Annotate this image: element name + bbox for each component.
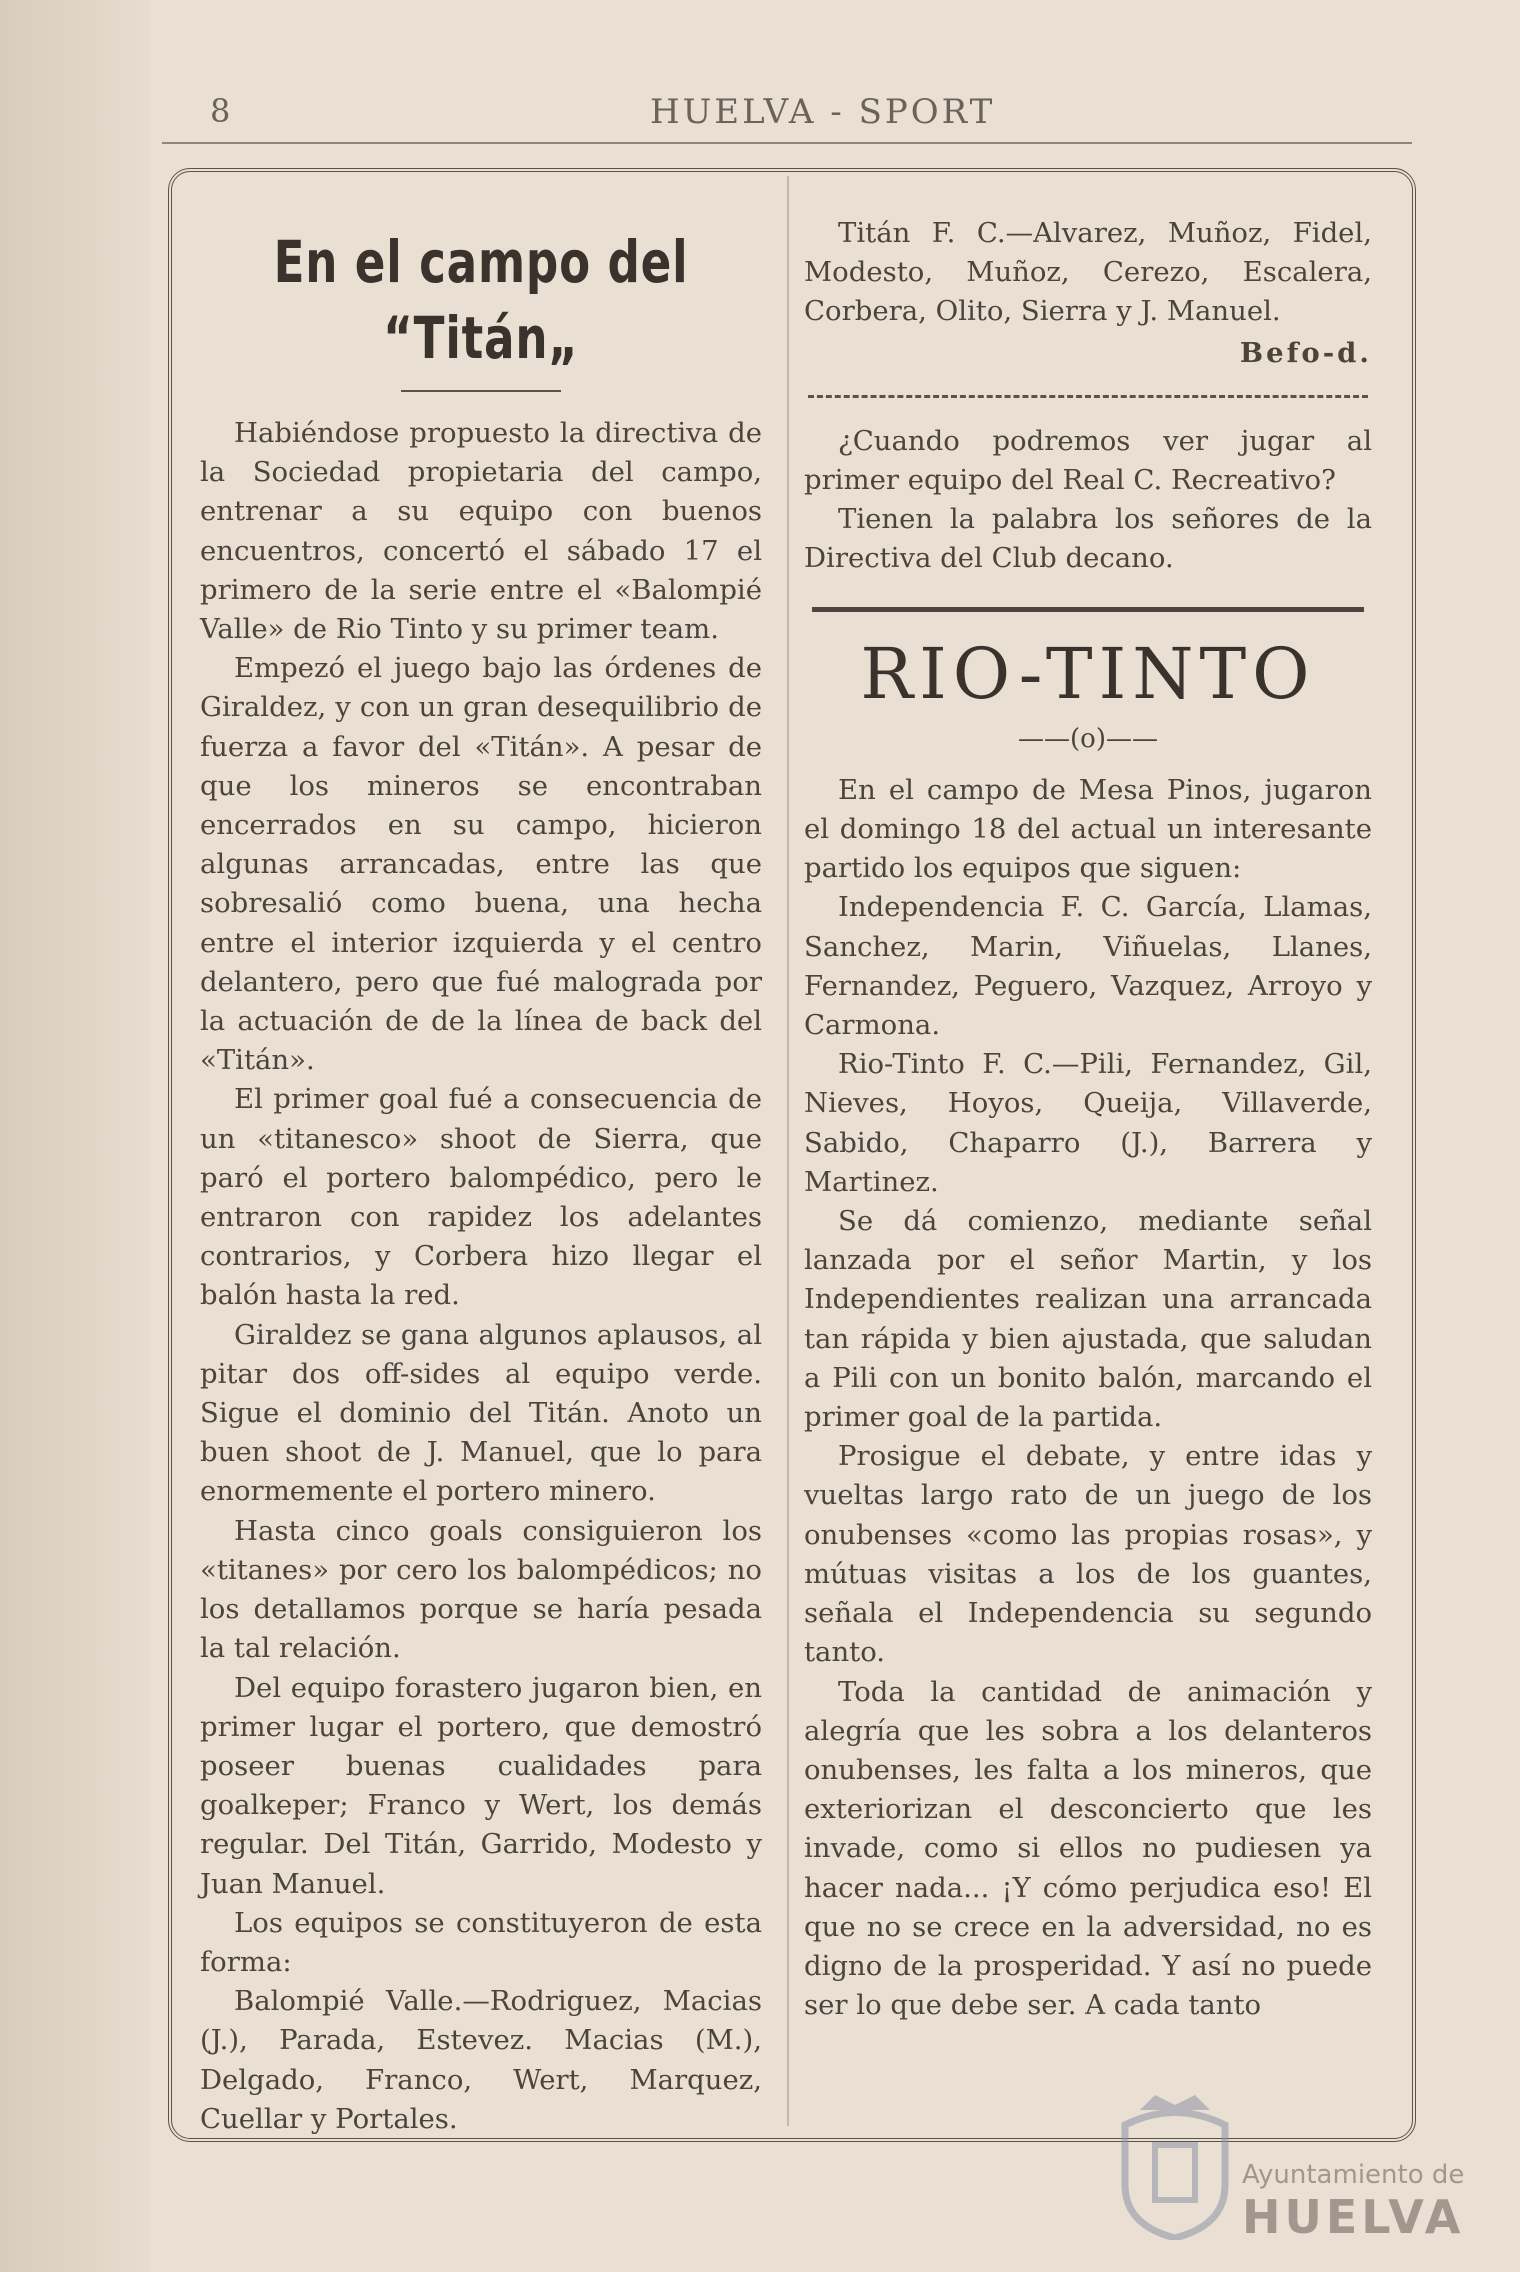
right-column — [804, 214, 1372, 2025]
article-paragraph: Del equipo forastero jugaron bien, en primer lugar el portero, que demostró poseer buenas cualidades para goalkeper; Franco y Wert, los demás regular. Del Titán, Garrido, Modesto y Juan Manuel. — [200, 1671, 762, 1900]
section-title: RIO-TINTO — [860, 632, 1316, 715]
title-rule — [401, 390, 561, 392]
page-edge — [0, 0, 150, 2272]
article-paragraph: El primer goal fué a consecuencia de un «titanesco» shoot de Sierra, que paró el portero balompédico, pero le entraron con rapidez los adelantes contrarios, y Corbera hizo llegar el balón hasta la red. — [200, 1083, 762, 1312]
article-paragraph: Hasta cinco goals consiguieron los «titanes» por cero los balompédicos; no los detallamos porque se haría pesada la tal relación. — [200, 1514, 762, 1665]
article-paragraph: Rio-Tinto F. C.—Pili, Fernandez, Gil, Nieves, Hoyos, Queija, Villaverde, Sabido, Chaparro (J.), Barrera y Martinez. — [804, 1048, 1372, 1198]
article-paragraph: Se dá comienzo, mediante señal lanzada por el señor Martin, y los Independientes realizan una arrancada tan rápida y bien ajustada, que saludan a Pili con un bonito balón, marcando el primer goal de la partida. — [804, 1205, 1372, 1434]
article-title: En el campo del “Titán„ — [273, 228, 689, 372]
section-rule — [808, 395, 1368, 402]
note-paragraph: Tienen la palabra los señores de la Directiva del Club decano. — [804, 503, 1372, 575]
author-signature: Befo-d. — [1239, 336, 1372, 369]
article-paragraph: Giraldez se gana algunos aplausos, al pitar dos off-sides al equipo verde. Sigue el dominio del Titán. Anoto un buen shoot de J. Manuel, que lo para enormemente el portero minero. — [200, 1318, 762, 1508]
article-paragraph: Habiéndose propuesto la directiva de la Sociedad propietaria del campo, entrenar a su equipo con buenos encuentros, concertó el sábado 17 el primero de la serie entre el «Balompié Valle» de Rio Tinto y su primer team. — [200, 417, 762, 646]
article-paragraph: Toda la cantidad de animación y alegría que les sobra a los delanteros onubenses, les falta a los mineros, que exteriorizan el desconcierto que les invade, como si ellos no pudiesen ya hacer nada... ¡Y cómo perjudica eso! El que no se crece en la adversidad, no es digno de la prosperidad. Y así no puede ser lo que debe ser. A cada tanto — [804, 1675, 1372, 2022]
section-ornament: ——(o)—— — [1018, 723, 1158, 754]
note-paragraph: ¿Cuando podremos ver jugar al primer equipo del Real C. Recreativo? — [804, 424, 1372, 497]
lineup-paragraph: Titán F. C.—Alvarez, Muñoz, Fidel, Modesto, Muñoz, Cerezo, Escalera, Corbera, Olito, Sierra y J. Manuel. — [804, 217, 1372, 328]
article-paragraph: Independencia F. C. García, Llamas, Sanchez, Marin, Viñuelas, Llanes, Fernandez, Peguero, Vazquez, Arroyo y Carmona. — [804, 891, 1372, 1042]
page-number: 8 — [210, 92, 231, 130]
watermark-line2: HUELVA — [1242, 2190, 1465, 2244]
article-paragraph: Empezó el juego bajo las órdenes de Giraldez, y con un gran desequilibrio de fuerza a favor del «Titán». A pesar de que los mineros se encontraban encerrados en su campo, hicieron algunas arrancadas, entre las que sobresalió como buena, una hecha entre el interior izquierda y el centro delantero, pero que fué malograda por la actuación de de la línea de back del «Titán». — [200, 652, 762, 1077]
article-paragraph: Balompié Valle.—Rodriguez, Macias (J.), Parada, Estevez. Macias (M.), Delgado, Franco, Wert, Marquez, Cuellar y Portales. — [200, 1985, 762, 2135]
section-rule — [812, 607, 1364, 612]
column-divider — [787, 176, 789, 2126]
left-column — [200, 214, 762, 2139]
running-head — [0, 92, 1520, 136]
article-paragraph: Prosigue el debate, y entre idas y vueltas largo rato de un juego de los onubenses «como las propias rosas», y mútuas visitas a los de los guantes, señala el Independencia su segundo tanto. — [804, 1440, 1372, 1669]
article-paragraph: En el campo de Mesa Pinos, jugaron el domingo 18 del actual un interesante partido los equipos que siguen: — [804, 773, 1372, 885]
header-rule — [162, 142, 1412, 144]
watermark-line1: Ayuntamiento de — [1242, 2160, 1465, 2190]
publication-title: HUELVA - SPORT — [650, 92, 996, 132]
city-crest-icon — [1110, 2090, 1240, 2240]
article-paragraph: Los equipos se constituyeron de esta forma: — [200, 1906, 762, 1978]
